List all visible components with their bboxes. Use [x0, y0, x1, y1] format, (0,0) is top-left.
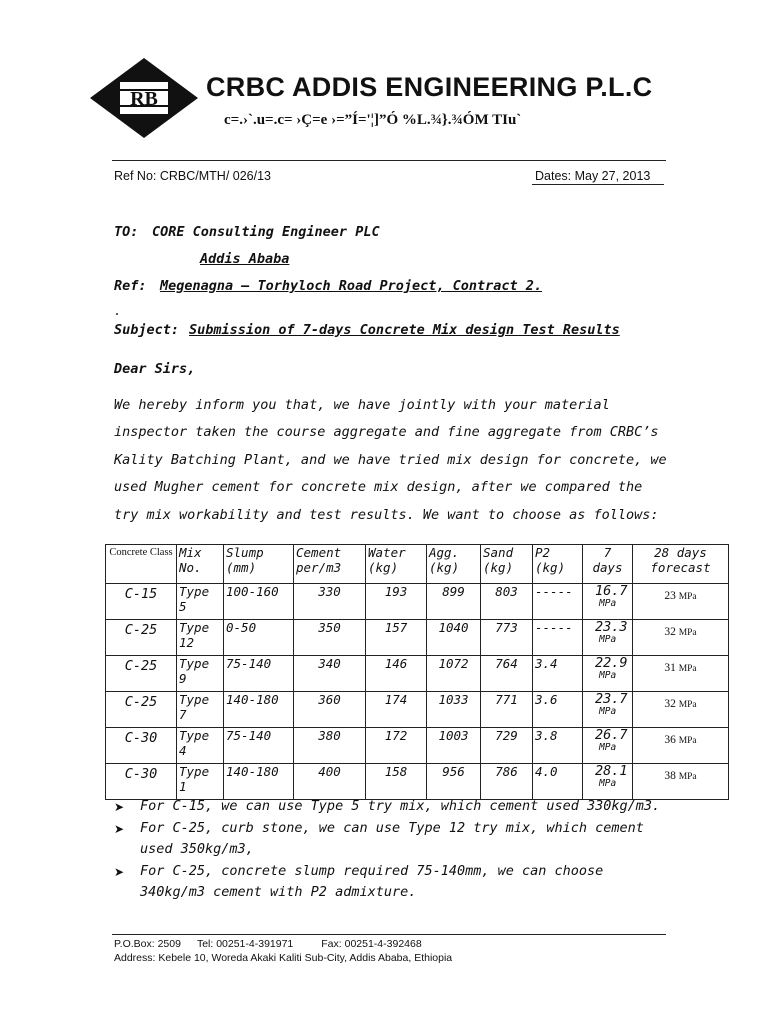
cell-agg: 1072 — [427, 656, 481, 692]
unit-7-days: MPa — [599, 778, 617, 789]
cell-7-days — [583, 692, 633, 728]
header-28-days: 28 days forecast — [633, 545, 729, 584]
cell-sand: 764 — [481, 656, 533, 692]
value-7-days: 28.1 — [595, 763, 628, 779]
cell-sand: 771 — [481, 692, 533, 728]
cell-class: C-25 — [106, 656, 177, 692]
to-label: TO: — [114, 224, 139, 240]
header-divider — [112, 160, 666, 161]
footer-fax: Fax: 00251-4-392468 — [321, 938, 422, 950]
cell-cement: 360 — [294, 692, 366, 728]
header-water: Water (kg) — [366, 545, 427, 584]
footer-pobox: P.O.Box: 2509 — [114, 938, 181, 950]
value-7-days: 23.3 — [595, 619, 628, 635]
cell-cement: 400 — [294, 764, 366, 800]
mix-design-table — [105, 544, 729, 800]
cell-28-days — [633, 584, 729, 620]
cell-slump: 75-140 — [224, 728, 294, 764]
value-7-days: 16.7 — [595, 583, 628, 599]
cell-water: 172 — [366, 728, 427, 764]
header-slump: Slump (mm) — [224, 545, 294, 584]
cell-p2: ----- — [533, 620, 583, 656]
value-7-days: 26.7 — [595, 727, 628, 743]
cell-mix: Type 9 — [177, 656, 224, 692]
cell-cement: 380 — [294, 728, 366, 764]
cell-slump: 140-180 — [224, 764, 294, 800]
list-item — [112, 796, 672, 818]
table-header-row — [106, 545, 729, 584]
date-underline — [532, 184, 664, 185]
company-logo-icon — [88, 56, 200, 140]
cell-7-days — [583, 728, 633, 764]
value-7-days: 22.9 — [595, 655, 628, 671]
header-agg: Agg. (kg) — [427, 545, 481, 584]
salutation: Dear Sirs, — [114, 361, 196, 377]
unit-28-days: MPa — [678, 628, 697, 638]
unit-28-days: MPa — [678, 700, 697, 710]
conclusion-list — [112, 796, 672, 904]
cell-p2: 3.8 — [533, 728, 583, 764]
arrow-bullet-icon: ➤ — [114, 864, 125, 879]
cell-p2: 3.6 — [533, 692, 583, 728]
cell-p2: ----- — [533, 584, 583, 620]
cell-cement: 330 — [294, 584, 366, 620]
table-row — [106, 692, 729, 728]
cell-sand: 786 — [481, 764, 533, 800]
cell-slump: 100-160 — [224, 584, 294, 620]
footer-divider — [112, 934, 666, 935]
footer-contacts — [114, 938, 422, 950]
unit-7-days: MPa — [599, 742, 617, 753]
unit-28-days: MPa — [678, 772, 697, 782]
cell-28-days — [633, 728, 729, 764]
cell-28-days — [633, 620, 729, 656]
header-concrete-class: Concrete Class — [106, 545, 177, 584]
cell-p2: 4.0 — [533, 764, 583, 800]
value-28-days: 31 — [664, 662, 676, 674]
cell-class: C-30 — [106, 764, 177, 800]
unit-7-days: MPa — [599, 670, 617, 681]
cell-cement: 340 — [294, 656, 366, 692]
cell-slump: 140-180 — [224, 692, 294, 728]
cell-mix: Type 7 — [177, 692, 224, 728]
cell-7-days — [583, 584, 633, 620]
subject-label: Subject: — [114, 322, 180, 338]
reference-number: Ref No: CRBC/MTH/ 026/13 — [114, 169, 271, 183]
unit-7-days: MPa — [599, 706, 617, 717]
cell-sand: 773 — [481, 620, 533, 656]
project-reference: Megenagna – Torhyloch Road Project, Contract 2. — [160, 278, 543, 294]
cell-agg: 1040 — [427, 620, 481, 656]
list-item — [112, 861, 672, 904]
arrow-bullet-icon: ➤ — [114, 821, 125, 836]
recipient-city: Addis Ababa — [200, 251, 290, 267]
cell-class: C-25 — [106, 692, 177, 728]
cell-7-days — [583, 764, 633, 800]
letter-date: Dates: May 27, 2013 — [535, 169, 651, 183]
cell-agg: 899 — [427, 584, 481, 620]
cell-28-days — [633, 692, 729, 728]
unit-7-days: MPa — [599, 634, 617, 645]
value-28-days: 23 — [664, 590, 676, 602]
cell-7-days — [583, 656, 633, 692]
cell-p2: 3.4 — [533, 656, 583, 692]
header-7-days: 7 days — [583, 545, 633, 584]
value-28-days: 32 — [664, 698, 676, 710]
list-item-text: For C-25, concrete slump required 75-140mm, we can choose 340kg/m3 cement with P2 admixture. — [140, 862, 604, 900]
ref-label: Ref: — [114, 278, 147, 294]
cell-agg: 1003 — [427, 728, 481, 764]
footer-address: Address: Kebele 10, Woreda Akaki Kaliti Sub-City, Addis Ababa, Ethiopia — [114, 952, 453, 964]
cell-class: C-25 — [106, 620, 177, 656]
cell-7-days — [583, 620, 633, 656]
header-cement: Cement per/m3 — [294, 545, 366, 584]
cell-cement: 350 — [294, 620, 366, 656]
cell-class: C-15 — [106, 584, 177, 620]
cell-water: 193 — [366, 584, 427, 620]
value-28-days: 38 — [664, 770, 676, 782]
cell-slump: 0-50 — [224, 620, 294, 656]
cell-agg: 956 — [427, 764, 481, 800]
cell-water: 157 — [366, 620, 427, 656]
cell-agg: 1033 — [427, 692, 481, 728]
cell-slump: 75-140 — [224, 656, 294, 692]
cell-28-days — [633, 764, 729, 800]
header-sand: Sand (kg) — [481, 545, 533, 584]
footer-tel: Tel: 00251-4-391971 — [196, 938, 294, 950]
subject-text: Submission of 7-days Concrete Mix design Test Results — [189, 322, 620, 338]
body-paragraph: We hereby inform you that, we have jointly with your material inspector taken the course aggregate and fine aggregate from CRBC’s Kality Batching Plant, and we have tried mix design for concrete, we used Mugher cement for concrete mix design, after we compared the try mix workability and test results. We want to choose as follows: — [114, 397, 667, 523]
cell-sand: 729 — [481, 728, 533, 764]
recipient-name: CORE Consulting Engineer PLC — [152, 224, 380, 240]
cell-mix: Type 1 — [177, 764, 224, 800]
header-p2: P2 (kg) — [533, 545, 583, 584]
cell-water: 146 — [366, 656, 427, 692]
header-mix-no: Mix No. — [177, 545, 224, 584]
cell-28-days — [633, 656, 729, 692]
cell-mix: Type 5 — [177, 584, 224, 620]
stray-dot: . — [114, 304, 122, 318]
cell-water: 174 — [366, 692, 427, 728]
svg-text:RB: RB — [130, 88, 158, 110]
arrow-bullet-icon: ➤ — [114, 800, 125, 814]
table-row — [106, 620, 729, 656]
unit-7-days: MPa — [599, 598, 617, 609]
list-item-text: For C-15, we can use Type 5 try mix, which cement used 330kg/m3. — [140, 798, 661, 814]
table-row — [106, 728, 729, 764]
cell-mix: Type 12 — [177, 620, 224, 656]
list-item-text: For C-25, curb stone, we can use Type 12 try mix, which cement used 350kg/m3, — [140, 819, 644, 857]
unit-28-days: MPa — [678, 736, 697, 746]
company-name: CRBC ADDIS ENGINEERING P.L.C — [206, 72, 653, 102]
unit-28-days: MPa — [678, 664, 697, 674]
table-row — [106, 764, 729, 800]
cell-class: C-30 — [106, 728, 177, 764]
cell-sand: 803 — [481, 584, 533, 620]
cell-water: 158 — [366, 764, 427, 800]
value-28-days: 36 — [664, 734, 676, 746]
table-row — [106, 584, 729, 620]
table-row — [106, 656, 729, 692]
unit-28-days: MPa — [678, 592, 697, 602]
value-7-days: 23.7 — [595, 691, 628, 707]
list-item — [112, 818, 672, 861]
value-28-days: 32 — [664, 626, 676, 638]
company-name-amharic: c=.›`.u=.c= ›Ç=e ›=”Í='¦]”Ó %L.¾}.¾ÓM TIu` — [224, 112, 522, 128]
cell-mix: Type 4 — [177, 728, 224, 764]
